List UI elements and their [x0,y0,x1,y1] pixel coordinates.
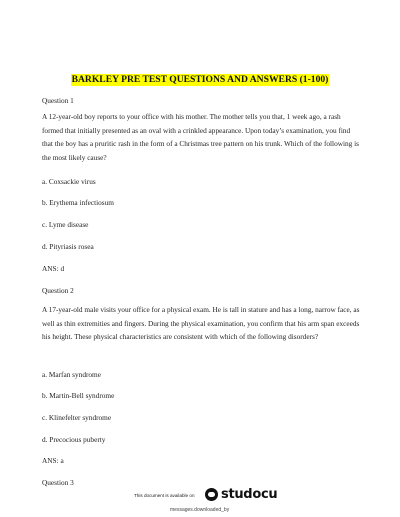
question-1-answer: ANS: d [42,264,65,273]
footer-downloaded-by: messages.downloaded_by [170,507,230,513]
question-2-option-a: a. Marfan syndrome [42,370,101,379]
studocu-logo-icon [205,488,218,501]
studocu-logo[interactable] [205,487,277,502]
question-2-option-d: d. Precocious puberty [42,435,106,444]
title-wrap [0,69,400,87]
document-title: BARKLEY PRE TEST QUESTIONS AND ANSWERS (1-100) [71,74,329,85]
question-3-heading: Question 3 [42,478,74,487]
studocu-logo-text: studocu [221,487,278,502]
footer-note: This document is available on [134,493,195,498]
question-1-option-b: b. Erythema infectiosum [42,198,114,207]
question-2-option-c: c. Klinefelter syndrome [42,413,112,422]
question-2-answer: ANS: a [42,456,64,465]
question-1-option-c: c. Lyme disease [42,220,89,229]
question-2-heading: Question 2 [42,286,74,295]
question-2-option-b: b. Martin-Bell syndrome [42,391,115,400]
question-1-option-a: a. Coxsackie virus [42,177,96,186]
question-1-option-d: d. Pityriasis rosea [42,242,94,251]
question-2-text: A 17-year-old male visits your office for a physical exam. He is tall in stature and has a long, narrow face, as well as thin extremities and fingers. During the physical examination, you confirm that his arm span exceeds his height. These physical characteristics are consistent with which of the following disorders? [42,305,360,342]
question-1-text: A 12-year-old boy reports to your office with his mother. The mother tells you that, 1 week ago, a rash formed that initially presented as an oval with a crinkled appearance. Upon today’s examination, you find that the boy has a pruritic rash in the form of a Christmas tree pattern on his trunk. Which of the following is the most likely cause? [42,112,360,162]
question-1-heading: Question 1 [42,96,74,105]
